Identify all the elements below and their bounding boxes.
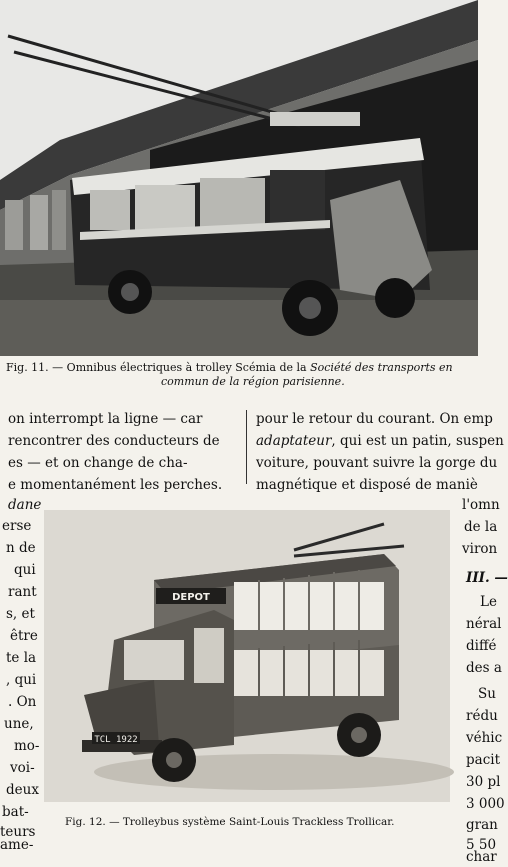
figure-12-photo (44, 510, 450, 802)
right-fragment: de la (464, 519, 498, 535)
right-fragment: diffé (466, 638, 497, 654)
right-fragment: char (466, 849, 497, 865)
left-fragment: rant (8, 584, 37, 600)
depot-sign-text: DEPOT (172, 592, 210, 603)
left-fragment: voi- (10, 760, 35, 776)
left-fragment: mo- (14, 738, 40, 754)
right-fragment: l'omn (462, 497, 500, 513)
caption-italic-2: commun de la région parisienne. (161, 375, 345, 388)
figure-11-photo (0, 0, 478, 356)
figure-11-caption (6, 361, 486, 389)
left-fragment: . On (8, 694, 37, 710)
right-fragment: gran (466, 817, 498, 833)
right-fragment: véhic (466, 730, 503, 746)
left-fragment: te la (6, 650, 37, 666)
right-fragment: des a (466, 660, 502, 676)
left-fragment: ame- (0, 837, 34, 853)
right-fragment: 3 000 (466, 796, 505, 812)
trackless-trollicar-illustration (44, 510, 450, 802)
left-text-line-1: on interrompt la ligne — car (8, 411, 203, 427)
right-section-heading: III. — (466, 570, 508, 586)
right-fragment: 5 50 (466, 837, 497, 853)
left-fragment: une, (4, 716, 34, 732)
figure-12-caption: Fig. 12. — Trolleybus système Saint-Louis Trackless Trollicar. (65, 816, 395, 828)
license-plate-text: TCL 1922 (94, 735, 138, 745)
left-fragment: qui (14, 562, 36, 578)
right-fragment: 30 pl (466, 774, 501, 790)
caption-plain: Fig. 11. — Omnibus électriques à trolley Scémia de la (6, 361, 307, 374)
right-fragment: Le (480, 594, 497, 610)
left-fragment: , qui (6, 672, 37, 688)
left-fragment: erse (2, 518, 32, 534)
right-fragment: rédu (466, 708, 498, 724)
right-fragment: néral (466, 616, 502, 632)
right-text-line-4: magnétique et disposé de maniè (256, 477, 478, 493)
right-text-line-3: voiture, pouvant suivre la gorge du (256, 455, 498, 471)
left-fragment: s, et (6, 606, 35, 622)
left-fragment: teurs (0, 824, 36, 840)
left-text-line-5: dane (8, 497, 42, 513)
trolley-omnibus-illustration (0, 0, 478, 356)
right-text-line-1: pour le retour du courant. On emp (256, 411, 493, 427)
right-fragment: viron (462, 541, 498, 557)
right-fragment: Su (478, 686, 496, 702)
left-fragment: deux (6, 782, 39, 798)
left-text-line-4: e momentanément les perches. (8, 477, 223, 493)
left-fragment: bat- (2, 804, 29, 820)
right-text-line-2: adaptateur, qui est un patin, suspen (256, 433, 504, 449)
column-divider (246, 410, 247, 484)
left-text-line-2: rencontrer des conducteurs de (8, 433, 220, 449)
left-fragment: être (10, 628, 38, 644)
caption-italic: Société des transports en (310, 361, 453, 374)
right-fragment: pacit (466, 752, 500, 768)
left-fragment: n de (6, 540, 36, 556)
left-text-line-3: es — et on change de cha- (8, 455, 188, 471)
